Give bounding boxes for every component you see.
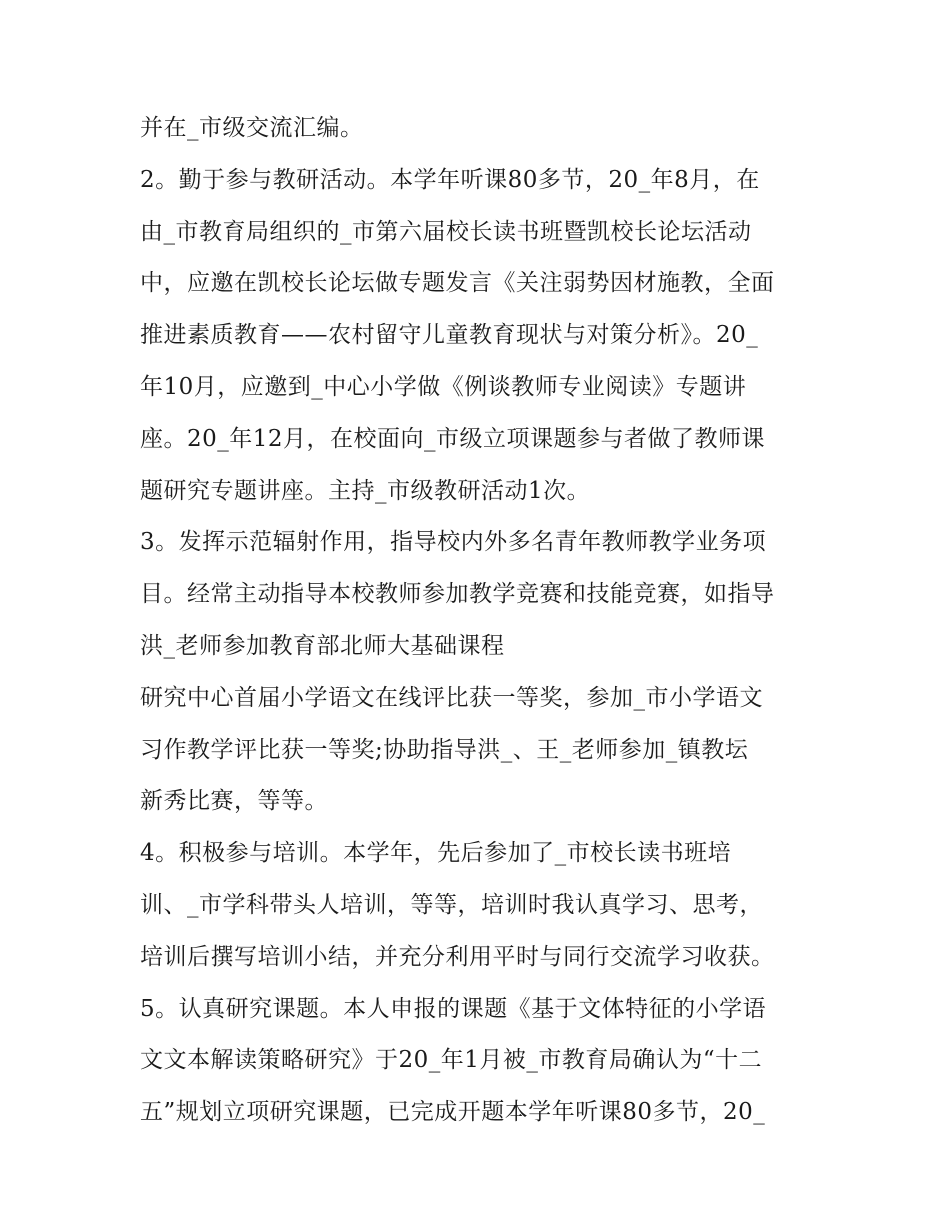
text-line-16: 训、_市学科带头人培训，等等，培训时我认真学习、思考，: [140, 891, 763, 918]
text-line-10: 目。经常主动指导本校教师参加教学竞赛和技能竞赛，如指导: [140, 581, 775, 608]
text-line-17: 培训后撰写培训小结，并充分利用平时与同行交流学习收获。: [140, 943, 775, 970]
body-text: [140, 103, 830, 1139]
text-line-9: 3。发挥示范辐射作用，指导校内外多名青年教师教学业务项: [140, 529, 767, 556]
text-line-3: 由_市教育局组织的_市第六届校长读书班暨凯校长论坛活动: [140, 218, 752, 245]
text-line-1: 并在_市级交流汇编。: [140, 115, 364, 141]
text-line-18: 5。认真研究课题。本人申报的课题《基于文体特征的小学语: [140, 995, 767, 1022]
text-line-11: 洪_老师参加教育部北师大基础课程: [140, 632, 505, 659]
text-line-19: 文文本解读策略研究》于20_年1月被_市教育局确认为“十二: [140, 1047, 763, 1074]
text-line-14: 新秀比赛，等等。: [140, 788, 328, 815]
text-line-8: 题研究专题讲座。主持_市级教研活动1次。: [140, 477, 591, 504]
text-line-13: 习作教学评比获一等奖;协助指导洪_、王_老师参加_镇教坛: [140, 736, 749, 763]
text-line-6: 年10月，应邀到_中心小学做《例谈教师专业阅读》专题讲: [140, 373, 747, 400]
text-line-4: 中，应邀在凯校长论坛做专题发言《关注弱势因材施教，全面: [140, 270, 775, 297]
text-line-7: 座。20_年12月，在校面向_市级立项课题参与者做了教师课: [140, 425, 766, 452]
text-line-12: 研究中心首届小学语文在线评比获一等奖，参加_市小学语文: [140, 684, 763, 711]
text-line-5: 推进素质教育——农村留守儿童教育现状与对策分析》。20_: [140, 322, 759, 349]
text-line-20: 五”规划立项研究课题，已完成开题本学年听课80多节，20_: [140, 1099, 766, 1126]
text-line-15: 4。积极参与培训。本学年，先后参加了_市校长读书班培: [140, 840, 732, 867]
text-line-2: 2。勤于参与教研活动。本学年听课80多节，20_年8月，在: [140, 166, 760, 193]
